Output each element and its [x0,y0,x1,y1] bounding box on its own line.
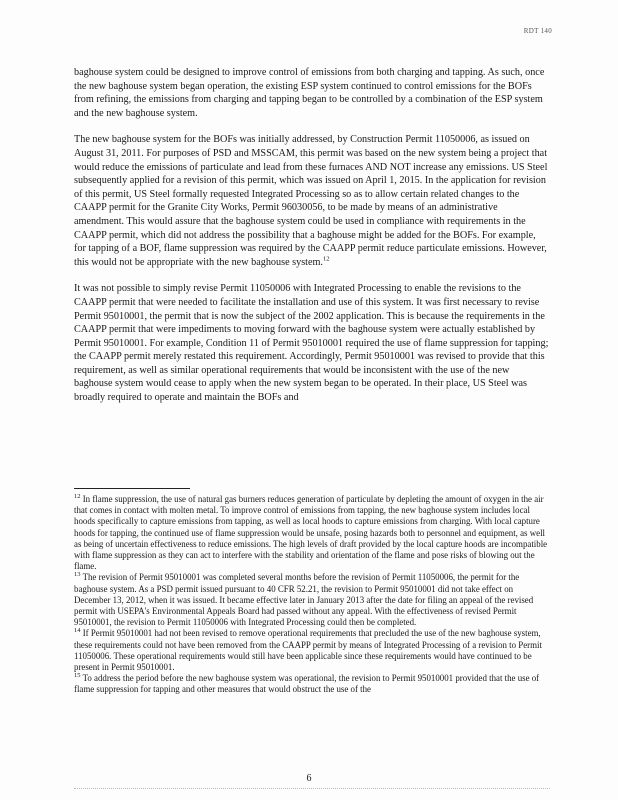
footnote-divider [74,488,190,489]
footnote-number: 13 [74,571,81,579]
footnote-ref: 12 [322,255,330,263]
footnote-text: To address the period before the new baghouse system was operational, the revision to Permit 95010001 provided that the use of flame suppression for tapping and other measures that would obstruct the use of the [74,673,540,695]
document-id: RDT 140 [523,27,552,35]
footnote [74,494,550,572]
footnote-text: If Permit 95010001 had not been revised to remove operational requirements that precluded the use of the new baghouse system, these requirements could not have been removed from the CAAPP permit by means of Integrated Processing of a revision to Permit 11050006. These operational requirements would still have been applicable since these requirements would have continued to be present in Permit 95010001. [74,628,542,673]
paragraph-text: The new baghouse system for the BOFs was initially addressed, by Construction Permit 11050006, as issued on August 31, 2011. For purposes of PSD and MSSCAM, this permit was based on the new system being a project that would reduce the emissions of particulate and lead from these furnaces AND NOT increase any emissions. US Steel subsequently applied for a revision of this permit, which was issued on April 1, 2015. In the application for revision of this permit, US Steel formally requested Integrated Processing so as to allow certain related changes to the CAAPP permit for the Granite City Works, Permit 96030056, to be made by means of an administrative amendment. This would assure that the baghouse system could be used in compliance with requirements in the CAAPP permit, which did not address the possibility that a baghouse might be added for the BOFs. For example, for tapping of a BOF, flame suppression was required by the CAAPP permit reduce particulate emissions. However, this would not be appropriate with the new baghouse system. [74,134,548,268]
paragraph: baghouse system could be designed to improve control of emissions from both charging and tapping. As such, once the new baghouse system began operation, the existing ESP system continued to control emissions for the BOFs from refining, the emissions from charging and tapping began to be controlled by a combination of the ESP system and the new baghouse system. [74,67,545,119]
page-bottom-edge [74,788,550,789]
body-text [74,66,550,418]
footnotes [74,494,550,696]
footnote-text: The revision of Permit 95010001 was completed several months before the revision of Permit 11050006, the permit for the baghouse system. As a PSD permit issued pursuant to 40 CFR 52.21, the revision to Permit 95010001 did not take effect on December 13, 2012, when it was issued. It became effective later in January 2013 after the date for filing an appeal of the revised permit with USEPA's Environmental Appeals Board had passed without any appeal. With the effectiveness of revised Permit 95010001, the revision to Permit 11050006 with Integrated Processing could then be completed. [74,572,534,628]
footnote-number: 14 [74,627,81,635]
footnote-number: 15 [74,672,81,680]
paragraph-text: It was not possible to simply revise Permit 11050006 with Integrated Processing to enable the revisions to the CAAPP permit that were needed to facilitate the installation and use of this system. It was first necessary to revise Permit 95010001, the permit that is now the subject of the 2002 application. This is because the requirements in the CAAPP permit that were impediments to moving forward with the baghouse system were actually established by Permit 95010001. For example, Condition 11 of Permit 95010001 required the use of flame suppression for tapping; the CAAPP permit merely restated this requirement. Accordingly, Permit 95010001 was revised to provide that this requirement, as well as similar operational requirements that would be inconsistent with the use of the new baghouse system would cease to apply when the new system began to be operated. In their place, US Steel was broadly required to operate and maintain the BOFs and [74,283,549,404]
page-number: 6 [306,773,312,784]
footnote-text: In flame suppression, the use of natural gas burners reduces generation of particulate by depleting the amount of oxygen in the air that comes in contact with molten metal. To improve control of emissions from tapping, the new baghouse system includes local hoods specifically to capture emissions from tapping, as well as local hoods to capture emissions from charging. With local capture hoods for tapping, the continued use of flame suppression would be unsafe, posing hazards both to personnel and equipment, as well as being of uncertain effectiveness to reduce emissions. The high levels of draft provided by the local capture hoods are incompatible with flame suppression as they can act to interfere with the stability and orientation of the flame and pose risks of blowing out the flame. [74,494,548,572]
footnote [74,572,550,628]
paragraph [74,133,550,269]
footnote [74,673,550,695]
footnote [74,628,550,673]
footnote-number: 12 [74,493,81,501]
paragraph [74,282,550,404]
